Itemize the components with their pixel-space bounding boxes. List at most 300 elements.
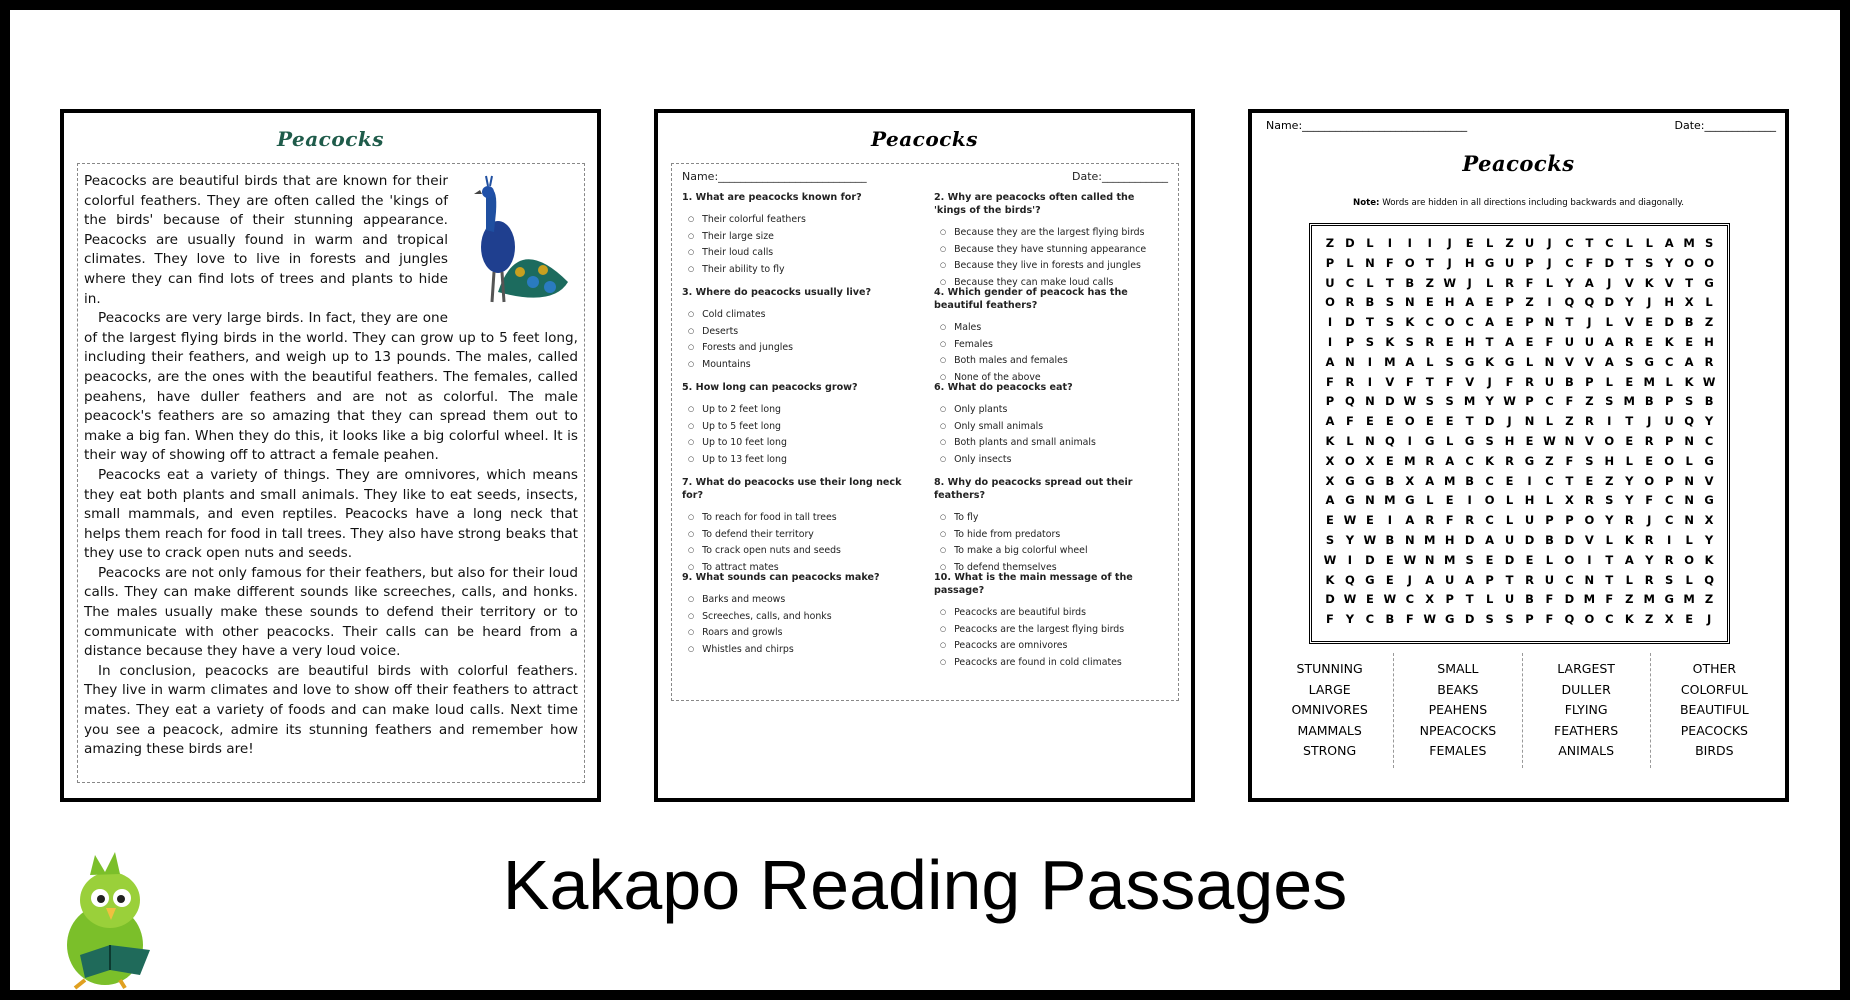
grid-letter: R — [1624, 513, 1634, 528]
grid-letter: B — [1365, 295, 1375, 310]
grid-letter: E — [1525, 433, 1534, 448]
grid-letter: Z — [1505, 236, 1514, 250]
grid-letter: A — [1485, 532, 1495, 547]
grid-letter: D — [1365, 552, 1375, 567]
grid-letter: K — [1485, 453, 1495, 468]
wordsearch-title: Peacocks — [1462, 151, 1575, 176]
grid-row — [1320, 394, 1719, 414]
grid-letter: H — [1444, 295, 1455, 310]
grid-letter: K — [1385, 334, 1395, 349]
question-text: 10. What is the main message of the passage? — [934, 572, 1133, 596]
grid-row — [1320, 414, 1719, 434]
word-item: BEAUTIFUL — [1679, 702, 1749, 718]
grid-letter: G — [1444, 612, 1455, 627]
option-list — [682, 307, 916, 373]
grid-letter: C — [1465, 315, 1474, 330]
grid-letter: A — [1445, 453, 1455, 468]
grid-letter: J — [1587, 315, 1592, 330]
grid-letter: E — [1385, 552, 1394, 567]
grid-row — [1320, 295, 1719, 315]
grid-letter: I — [1347, 552, 1353, 567]
grid-letter: M — [1424, 532, 1436, 547]
grid-letter: O — [1444, 315, 1455, 330]
grid-letter: L — [1625, 453, 1633, 468]
grid-letter: I — [1587, 552, 1592, 567]
grid-letter: S — [1445, 394, 1454, 409]
grid-letter: C — [1605, 236, 1614, 250]
grid-letter: U — [1504, 592, 1515, 607]
grid-letter: E — [1445, 334, 1454, 349]
grid-letter: X — [1365, 453, 1375, 468]
grid-letter: M — [1623, 394, 1635, 409]
question-item — [934, 381, 1168, 476]
grid-letter: I — [1407, 236, 1412, 250]
grid-letter: E — [1505, 315, 1514, 330]
grid-letter: Q — [1564, 612, 1575, 627]
question-text: 1. What are peacocks known for? — [682, 192, 862, 203]
word-item: NPEACOCKS — [1419, 722, 1497, 738]
grid-letter: L — [1366, 236, 1374, 250]
question-text: 2. Why are peacocks often called the 'kings of the birds'? — [934, 192, 1135, 216]
date-field: Date:_____________ — [1674, 119, 1776, 132]
option-item: ○ Cold climates — [688, 307, 916, 324]
grid-letter: S — [1645, 255, 1654, 270]
grid-letter: L — [1485, 236, 1494, 250]
grid-letter: R — [1644, 532, 1654, 547]
grid-letter: N — [1564, 433, 1575, 448]
grid-letter: E — [1685, 334, 1694, 349]
grid-letter: V — [1584, 354, 1594, 369]
grid-letter: V — [1584, 433, 1594, 448]
grid-letter: S — [1385, 295, 1394, 310]
question-item — [934, 286, 1168, 381]
grid-letter: R — [1505, 453, 1514, 468]
grid-letter: S — [1325, 532, 1335, 547]
grid-letter: E — [1465, 236, 1474, 250]
passage-paragraph: Peacocks are not only famous for their feathers, but also for their loud calls. They can make different sounds like screeches, calls, and honks. The males usually make these sounds to defend their territory or to communicate with other peacocks. Their calls can be heard from a distance because they have a very loud voice. — [84, 564, 578, 660]
grid-letter: F — [1525, 275, 1534, 290]
grid-letter: U — [1544, 572, 1555, 587]
grid-letter: P — [1525, 394, 1534, 409]
grid-letter: J — [1647, 414, 1652, 429]
option-item: ○ Peacocks are beautiful birds — [940, 605, 1168, 622]
option-item: ○ To fly — [940, 510, 1168, 527]
grid-row — [1320, 612, 1719, 632]
grid-letter: J — [1487, 374, 1492, 389]
grid-letter: F — [1326, 612, 1334, 627]
grid-letter: I — [1427, 236, 1432, 250]
grid-letter: A — [1584, 275, 1594, 290]
grid-letter: K — [1684, 374, 1694, 389]
quiz-title: Peacocks — [871, 127, 978, 151]
grid-letter: S — [1605, 394, 1614, 409]
grid-letter: L — [1685, 572, 1693, 587]
grid-letter: E — [1525, 552, 1534, 567]
grid-letter: T — [1565, 473, 1574, 488]
option-list — [934, 320, 1168, 386]
grid-letter: A — [1405, 513, 1415, 528]
grid-letter: L — [1346, 255, 1354, 270]
passage-title: Peacocks — [277, 127, 384, 151]
grid-letter: I — [1607, 414, 1612, 429]
grid-letter: V — [1584, 532, 1594, 547]
grid-letter: M — [1643, 592, 1655, 607]
question-text: 3. Where do peacocks usually live? — [682, 287, 872, 298]
grid-letter: O — [1684, 552, 1695, 567]
grid-letter: A — [1624, 552, 1634, 567]
grid-letter: A — [1425, 572, 1435, 587]
grid-letter: Z — [1605, 473, 1614, 488]
grid-letter: G — [1704, 493, 1714, 508]
grid-row — [1320, 276, 1719, 296]
grid-letter: Z — [1645, 612, 1654, 627]
grid-letter: C — [1345, 275, 1355, 290]
grid-letter: S — [1365, 334, 1375, 349]
grid-letter: U — [1504, 532, 1515, 547]
grid-letter: L — [1645, 236, 1653, 250]
grid-letter: J — [1547, 255, 1552, 270]
grid-letter: J — [1607, 275, 1612, 290]
grid-letter: G — [1524, 453, 1535, 468]
word-item: FEATHERS — [1554, 722, 1619, 738]
word-item: ANIMALS — [1558, 743, 1615, 759]
grid-letter: L — [1705, 295, 1713, 310]
option-item: ○ Both plants and small animals — [940, 435, 1168, 452]
grid-letter: W — [1503, 394, 1516, 409]
grid-letter: R — [1425, 334, 1435, 349]
grid-letter: F — [1545, 612, 1554, 627]
grid-letter: G — [1484, 255, 1495, 270]
grid-row — [1320, 573, 1719, 593]
grid-letter: B — [1545, 532, 1554, 547]
grid-letter: Y — [1345, 612, 1355, 627]
grid-letter: W — [1363, 532, 1377, 547]
grid-letter: I — [1667, 532, 1672, 547]
grid-letter: L — [1426, 354, 1434, 369]
grid-letter: L — [1545, 414, 1554, 429]
grid-letter: W — [1423, 612, 1437, 627]
option-item: ○ Peacocks are found in cold climates — [940, 655, 1168, 672]
grid-letter: M — [1463, 394, 1476, 409]
grid-letter: O — [1604, 433, 1615, 448]
grid-letter: D — [1385, 394, 1395, 409]
option-item: ○ Because they live in forests and jungles — [940, 258, 1168, 275]
grid-letter: Q — [1384, 433, 1395, 448]
option-list — [934, 510, 1168, 576]
grid-letter: Z — [1704, 592, 1714, 607]
word-item: DULLER — [1561, 681, 1611, 697]
grid-row — [1320, 553, 1719, 573]
grid-letter: K — [1325, 572, 1335, 587]
grid-letter: Y — [1704, 532, 1714, 547]
grid-letter: N — [1544, 315, 1555, 330]
word-column — [1650, 653, 1778, 768]
grid-letter: F — [1445, 374, 1454, 389]
grid-letter: F — [1565, 394, 1574, 409]
grid-letter: T — [1365, 315, 1374, 330]
question-text: 8. Why do peacocks spread out their feathers? — [934, 477, 1133, 501]
grid-letter: P — [1525, 612, 1534, 627]
grid-letter: P — [1525, 315, 1534, 330]
option-item: ○ Because they are the largest flying birds — [940, 225, 1168, 242]
grid-letter: E — [1365, 513, 1374, 528]
grid-letter: E — [1525, 334, 1534, 349]
grid-letter: U — [1445, 572, 1455, 587]
option-item: ○ Up to 2 feet long — [688, 402, 916, 419]
option-list — [682, 510, 916, 576]
grid-letter: N — [1365, 493, 1375, 508]
grid-letter: U — [1664, 414, 1674, 429]
grid-letter: D — [1664, 315, 1674, 330]
option-item: ○ Peacocks are omnivores — [940, 638, 1168, 655]
option-list — [682, 592, 916, 658]
grid-letter: X — [1405, 473, 1415, 488]
word-item: FLYING — [1564, 702, 1608, 718]
word-column — [1522, 653, 1650, 768]
grid-letter: C — [1565, 255, 1574, 270]
grid-letter: O — [1484, 493, 1495, 508]
grid-row — [1320, 533, 1719, 553]
brand-title: Kakapo Reading Passages — [502, 846, 1348, 924]
grid-row — [1320, 375, 1719, 395]
grid-letter: U — [1524, 513, 1535, 528]
grid-letter: X — [1664, 612, 1674, 627]
grid-row — [1320, 434, 1719, 454]
grid-letter: D — [1464, 612, 1475, 627]
grid-letter: C — [1664, 354, 1674, 369]
grid-letter: U — [1544, 374, 1555, 389]
word-column — [1266, 653, 1393, 768]
grid-letter: T — [1465, 414, 1474, 429]
grid-letter: R — [1664, 552, 1674, 567]
option-list — [934, 402, 1168, 468]
grid-letter: D — [1524, 532, 1535, 547]
grid-letter: Q — [1345, 394, 1355, 409]
grid-letter: K — [1624, 612, 1634, 627]
grid-letter: E — [1505, 473, 1514, 488]
grid-letter: A — [1604, 334, 1614, 349]
grid-letter: B — [1525, 592, 1534, 607]
option-item: ○ Both males and females — [940, 353, 1168, 370]
grid-letter: X — [1325, 453, 1335, 468]
grid-letter: O — [1644, 473, 1655, 488]
grid-letter: K — [1644, 275, 1654, 290]
grid-letter: O — [1584, 612, 1595, 627]
passage-paragraph: Peacocks eat a variety of things. They are omnivores, which means they eat both plants and small animals. They like to eat seeds, insects, small mammals, and even reptiles. Peacocks have a long neck that helps them reach for food in tall trees. They also have strong beaks that they use to crack open nuts and seeds. — [84, 466, 578, 562]
grid-letter: W — [1403, 552, 1417, 567]
option-item: ○ Their ability to fly — [688, 262, 916, 279]
question-list — [682, 191, 1168, 666]
grid-letter: Y — [1704, 414, 1714, 429]
grid-letter: O — [1325, 295, 1335, 310]
grid-letter: I — [1467, 493, 1472, 508]
grid-letter: R — [1525, 572, 1534, 587]
grid-letter: S — [1385, 315, 1394, 330]
grid-letter: G — [1664, 592, 1674, 607]
grid-letter: F — [1545, 334, 1554, 349]
grid-letter: R — [1505, 275, 1514, 290]
grid-letter: E — [1585, 473, 1594, 488]
grid-letter: T — [1625, 414, 1634, 429]
grid-letter: C — [1545, 394, 1554, 409]
grid-letter: A — [1425, 473, 1435, 488]
grid-letter: E — [1645, 315, 1654, 330]
grid-letter: E — [1425, 414, 1434, 429]
grid-letter: N — [1365, 394, 1375, 409]
grid-letter: C — [1704, 433, 1714, 448]
grid-letter: G — [1464, 433, 1475, 448]
question-item — [682, 571, 916, 666]
grid-letter: F — [1405, 612, 1414, 627]
grid-letter: J — [1467, 275, 1472, 290]
grid-letter: C — [1485, 473, 1494, 488]
grid-letter: J — [1447, 255, 1452, 270]
grid-letter: T — [1685, 275, 1694, 290]
word-item: STUNNING — [1296, 661, 1363, 676]
grid-letter: L — [1426, 493, 1434, 508]
option-item: ○ Females — [940, 337, 1168, 354]
grid-letter: B — [1405, 275, 1415, 290]
grid-letter: E — [1645, 334, 1654, 349]
grid-letter: L — [1605, 315, 1613, 330]
grid-letter: S — [1465, 552, 1474, 567]
grid-letter: J — [1647, 295, 1652, 310]
grid-letter: I — [1387, 513, 1392, 528]
grid-letter: E — [1385, 572, 1394, 587]
grid-letter: B — [1465, 473, 1475, 488]
option-item: ○ Roars and growls — [688, 625, 916, 642]
option-item: ○ Only small animals — [940, 419, 1168, 436]
passage-text — [77, 163, 585, 783]
grid-letter: C — [1465, 453, 1474, 468]
grid-letter: N — [1345, 354, 1355, 369]
grid-letter: D — [1604, 255, 1615, 270]
grid-letter: C — [1664, 493, 1674, 508]
grid-letter: D — [1345, 315, 1355, 330]
grid-letter: Z — [1325, 236, 1335, 250]
grid-letter: D — [1484, 414, 1495, 429]
grid-letter: Z — [1545, 453, 1554, 468]
grid-letter: L — [1545, 275, 1554, 290]
word-item: FEMALES — [1429, 743, 1487, 759]
word-list — [1266, 653, 1778, 768]
grid-letter: Z — [1585, 394, 1594, 409]
grid-letter: L — [1665, 374, 1673, 389]
grid-letter: E — [1445, 493, 1454, 508]
option-item: ○ To crack open nuts and seeds — [688, 543, 916, 560]
grid-letter: H — [1524, 493, 1535, 508]
grid-letter: G — [1464, 354, 1475, 369]
question-item — [934, 571, 1168, 666]
grid-letter: S — [1405, 334, 1414, 349]
grid-letter: E — [1385, 453, 1394, 468]
grid-letter: X — [1564, 493, 1574, 508]
grid-letter: R — [1624, 334, 1634, 349]
grid-letter: X — [1425, 592, 1435, 607]
grid-letter: S — [1425, 394, 1434, 409]
grid-letter: W — [1343, 513, 1357, 528]
grid-letter: J — [1407, 572, 1412, 587]
grid-letter: E — [1365, 592, 1374, 607]
option-item: ○ Their colorful feathers — [688, 212, 916, 229]
grid-letter: D — [1564, 592, 1575, 607]
grid-letter: Y — [1485, 394, 1494, 409]
grid-letter: I — [1327, 334, 1333, 349]
grid-row — [1320, 335, 1719, 355]
grid-letter: N — [1365, 433, 1375, 448]
grid-letter: F — [1585, 255, 1594, 270]
grid-letter: P — [1485, 572, 1494, 587]
grid-letter: B — [1565, 374, 1574, 389]
word-item: PEACOCKS — [1680, 722, 1748, 738]
option-item: ○ Up to 10 feet long — [688, 435, 916, 452]
peacock-image — [458, 172, 578, 312]
grid-letter: R — [1425, 453, 1435, 468]
grid-letter: B — [1385, 532, 1395, 547]
grid-letter: C — [1425, 315, 1434, 330]
grid-letter: L — [1485, 275, 1494, 290]
grid-letter: R — [1644, 433, 1654, 448]
grid-letter: A — [1325, 414, 1335, 429]
grid-letter: B — [1644, 394, 1654, 409]
option-item: ○ Males — [940, 320, 1168, 337]
grid-letter: K — [1405, 315, 1415, 330]
wordsearch-note: Note: Words are hidden in all directions including backwards and diagonally. — [1353, 198, 1684, 208]
question-text: 5. How long can peacocks grow? — [682, 382, 858, 393]
grid-letter: D — [1464, 532, 1475, 547]
grid-letter: F — [1326, 374, 1334, 389]
grid-letter: R — [1465, 513, 1475, 528]
grid-letter: G — [1704, 453, 1714, 468]
question-item — [934, 191, 1168, 286]
option-item: ○ None of the above — [940, 370, 1168, 387]
grid-letter: W — [1702, 374, 1716, 389]
name-field: Name:______________________________ — [1266, 119, 1468, 132]
grid-letter: N — [1424, 552, 1435, 567]
grid-letter: S — [1625, 354, 1634, 369]
grid-letter: Q — [1564, 295, 1575, 310]
option-item: ○ Only insects — [940, 452, 1168, 469]
grid-letter: V — [1624, 275, 1634, 290]
option-item: ○ Their large size — [688, 229, 916, 246]
grid-letter: S — [1684, 394, 1694, 409]
grid-letter: O — [1584, 513, 1595, 528]
grid-letter: Z — [1565, 414, 1574, 429]
grid-letter: C — [1405, 592, 1415, 607]
word-item: MAMMALS — [1297, 722, 1362, 738]
option-item: ○ Only plants — [940, 402, 1168, 419]
grid-letter: D — [1604, 295, 1615, 310]
grid-letter: L — [1605, 532, 1613, 547]
option-item: ○ Screeches, calls, and honks — [688, 609, 916, 626]
grid-letter: M — [1583, 592, 1596, 607]
grid-letter: P — [1345, 334, 1355, 349]
grid-letter: R — [1584, 414, 1594, 429]
grid-letter: N — [1544, 354, 1555, 369]
grid-row — [1320, 474, 1719, 494]
grid-letter: S — [1585, 453, 1594, 468]
grid-row — [1320, 256, 1719, 276]
grid-letter: M — [1384, 354, 1396, 369]
grid-letter: A — [1664, 236, 1674, 250]
grid-letter: O — [1345, 453, 1355, 468]
grid-letter: L — [1545, 493, 1554, 508]
grid-letter: T — [1465, 592, 1474, 607]
grid-letter: Y — [1605, 513, 1614, 528]
option-item: ○ Forests and jungles — [688, 340, 916, 357]
grid-letter: B — [1684, 315, 1694, 330]
grid-letter: E — [1365, 414, 1374, 429]
